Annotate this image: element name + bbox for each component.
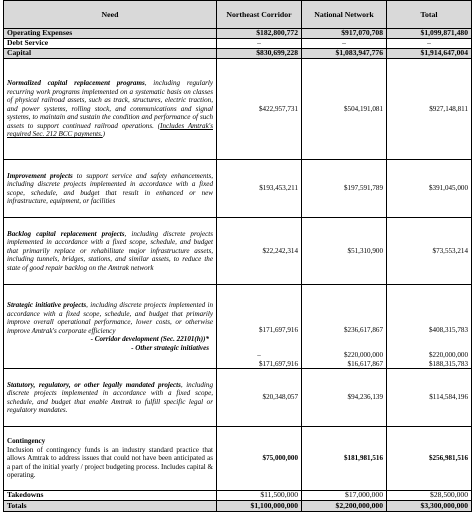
capital-label: Capital bbox=[4, 49, 217, 59]
debt-total: – bbox=[387, 39, 472, 49]
col-header-nn: National Network bbox=[302, 1, 387, 29]
takedowns-row bbox=[4, 491, 472, 501]
capital-row bbox=[4, 49, 472, 59]
statutory-row bbox=[4, 369, 472, 427]
operating-label: Operating Expenses bbox=[4, 29, 217, 39]
backlog-desc bbox=[4, 218, 217, 285]
debt-nn: – bbox=[302, 39, 387, 49]
contingency-nec: $75,000,000 bbox=[217, 427, 302, 491]
strategic-sub2-total: $188,315,783 bbox=[428, 359, 468, 368]
capital-total: $1,914,647,004 bbox=[387, 49, 472, 59]
normalized-nn: $504,191,081 bbox=[302, 59, 387, 160]
normalized-nec: $422,957,731 bbox=[217, 59, 302, 160]
strategic-total: $408,315,783 bbox=[428, 325, 468, 334]
improvement-title: Improvement projects bbox=[7, 171, 73, 180]
col-header-need: Need bbox=[4, 1, 217, 29]
debt-label: Debt Service bbox=[4, 39, 217, 49]
col-header-total: Total bbox=[387, 1, 472, 29]
statutory-nec: $20,348,057 bbox=[217, 369, 302, 427]
improvement-desc bbox=[4, 160, 217, 218]
debt-nec: – bbox=[217, 39, 302, 49]
normalized-total: $927,148,811 bbox=[387, 59, 472, 160]
operating-row bbox=[4, 29, 472, 39]
strategic-sub1-nn: $220,000,000 bbox=[343, 351, 383, 359]
takedowns-nn: $17,000,000 bbox=[302, 491, 387, 501]
operating-nec: $182,800,772 bbox=[217, 29, 302, 39]
backlog-row bbox=[4, 218, 472, 285]
contingency-text: Inclusion of contingency funds is an industry standard practice that allows Amtrak to address issues that could not have been anticipated as a part of the initial yearly / project budgeting process. Includes capital & operating. bbox=[7, 445, 213, 480]
improvement-total: $391,045,000 bbox=[387, 160, 472, 218]
totals-nn: $2,200,000,000 bbox=[302, 501, 387, 512]
strategic-total-cell bbox=[387, 285, 472, 369]
backlog-nn: $51,310,900 bbox=[302, 218, 387, 285]
takedowns-nec: $11,500,000 bbox=[217, 491, 302, 501]
improvement-row bbox=[4, 160, 472, 218]
backlog-title: Backlog capital replacement projects bbox=[7, 229, 125, 238]
needs-table bbox=[3, 0, 472, 512]
statutory-nn: $94,236,139 bbox=[302, 369, 387, 427]
contingency-total: $256,981,516 bbox=[387, 427, 472, 491]
normalized-close: ) bbox=[102, 130, 105, 139]
strategic-nn-cell bbox=[302, 285, 387, 369]
contingency-row bbox=[4, 427, 472, 491]
backlog-nec: $22,242,314 bbox=[217, 218, 302, 285]
statutory-total: $114,584,196 bbox=[387, 369, 472, 427]
statutory-text: , including discrete projects implemented in accordance with a fixed scope, schedule, and budget that enable Amtrak to fulfill specific legal or regulatory mandates. bbox=[7, 380, 213, 414]
backlog-text: , including discrete projects implemented in accordance with a fixed scope, schedule, and budget that primarily replace or rehabilitate major infrastructure assets, including tunnels, bridges, stations, and similar assets, to reduce the state of good repair backlog on the Amtrak network bbox=[7, 229, 213, 272]
normalized-row bbox=[4, 59, 472, 160]
strategic-nec: $171,697,916 bbox=[258, 325, 298, 334]
normalized-title: Normalized capital replacement programs bbox=[7, 79, 145, 88]
strategic-title: Strategic initiative projects bbox=[7, 301, 87, 309]
normalized-underlined: Includes Amtrak's required Sec. 212 BCC payments. bbox=[7, 121, 213, 139]
totals-total: $3,300,000,000 bbox=[387, 501, 472, 512]
strategic-sub2-nec: $171,697,916 bbox=[258, 359, 298, 368]
strategic-desc bbox=[4, 285, 217, 369]
normalized-desc bbox=[4, 59, 217, 160]
backlog-total: $73,553,214 bbox=[387, 218, 472, 285]
improvement-text: to support service and safety enhancements, including discrete projects implemented in accordance with a fixed scope, schedule, and budget that result in enhanced or new infrastructure, equipment, or facilities bbox=[7, 171, 213, 205]
totals-row bbox=[4, 501, 472, 512]
col-header-nec: Northeast Corridor bbox=[217, 1, 302, 29]
strategic-sub1-label: - Corridor development (Sec. 22101(h))* bbox=[90, 335, 209, 343]
strategic-sub1-nec: – bbox=[257, 351, 261, 359]
strategic-sub1-total: $220,000,000 bbox=[428, 351, 468, 359]
contingency-label: Contingency bbox=[7, 437, 46, 446]
strategic-nn: $236,617,867 bbox=[343, 325, 383, 334]
totals-label: Totals bbox=[4, 501, 217, 512]
improvement-nn: $197,591,789 bbox=[302, 160, 387, 218]
strategic-nec-cell bbox=[217, 285, 302, 369]
normalized-text: , including regularly recurring work programs implemented on a systematic basis on classes of physical railroad assets, such as track, structures, electric traction, and power systems, rolling stock, and communications and signal systems, to maintain and sustain the condition and performance of such assets to support continued railroad operations. ( bbox=[7, 79, 213, 130]
totals-nec: $1,100,000,000 bbox=[217, 501, 302, 512]
strategic-row bbox=[4, 285, 472, 369]
strategic-text: , including discrete projects implemented in accordance with a fixed scope, schedule, and budget that primarily improve overall operational performance, lower costs, or otherwise improve Amtrak's corporate efficiency bbox=[7, 301, 213, 335]
debt-row bbox=[4, 39, 472, 49]
contingency-nn: $181,981,516 bbox=[302, 427, 387, 491]
statutory-title: Statutory, regulatory, or other legally mandated projects bbox=[7, 380, 181, 389]
contingency-desc bbox=[4, 427, 217, 491]
takedowns-label: Takedowns bbox=[4, 491, 217, 501]
capital-nn: $1,083,947,776 bbox=[302, 49, 387, 59]
header-row bbox=[4, 1, 472, 29]
takedowns-total: $28,500,000 bbox=[387, 491, 472, 501]
strategic-sub2-nn: $16,617,867 bbox=[347, 359, 383, 368]
statutory-desc bbox=[4, 369, 217, 427]
capital-nec: $830,699,228 bbox=[217, 49, 302, 59]
improvement-nec: $193,453,211 bbox=[217, 160, 302, 218]
operating-nn: $917,070,708 bbox=[302, 29, 387, 39]
strategic-sub2-label: - Other strategic initiatives bbox=[131, 343, 209, 352]
operating-total: $1,099,871,480 bbox=[387, 29, 472, 39]
